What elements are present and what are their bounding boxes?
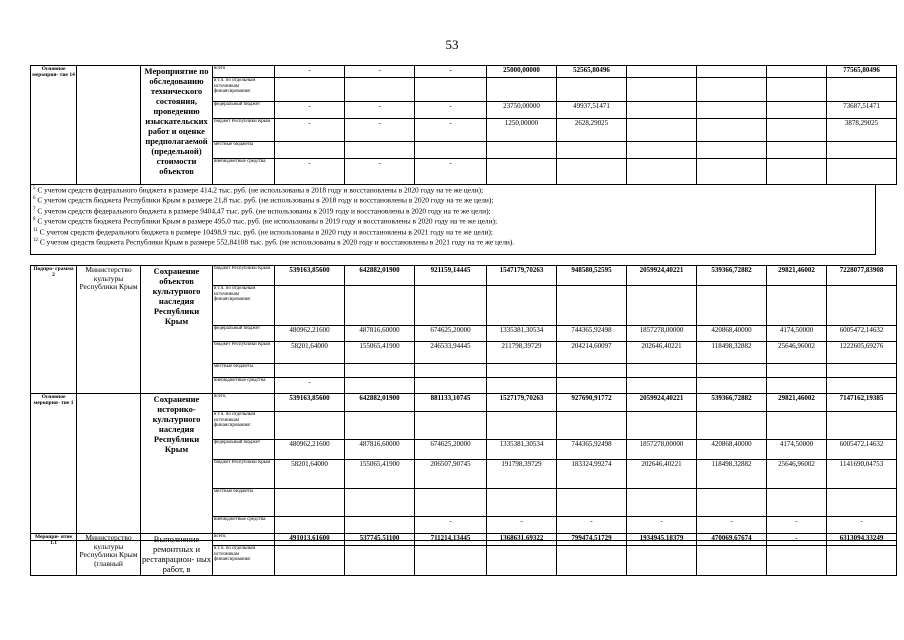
value-cell: -: [415, 159, 487, 185]
value-cell: 1547179,70263: [487, 266, 557, 286]
value-cell: [827, 364, 897, 378]
footnote-line: [33, 237, 873, 247]
value-cell: 881133,10745: [415, 394, 487, 412]
funding-source: в т.ч. по отдельным источникам финансирования:: [213, 286, 275, 326]
value-cell: 118498,32882: [697, 460, 767, 489]
value-cell: [827, 489, 897, 517]
footnote-line: [33, 185, 873, 195]
value-cell: 23750,00000: [487, 102, 557, 119]
value-cell: -: [827, 517, 897, 541]
value-cell: -: [627, 517, 697, 541]
value-cell: [697, 78, 767, 102]
value-cell: [415, 286, 487, 326]
value-cell: [275, 489, 345, 517]
value-cell: 29821,46002: [767, 394, 827, 412]
value-cell: -: [275, 119, 345, 142]
footnote-number: 6: [33, 196, 36, 202]
value-cell: [557, 489, 627, 517]
value-cell: 674625,20000: [415, 440, 487, 460]
footnote-number: 12: [33, 237, 38, 243]
value-cell: -: [345, 66, 415, 78]
value-cell: 539366,72882: [697, 394, 767, 412]
value-cell: 2059924,40221: [627, 394, 697, 412]
value-cell: 799474,51729: [557, 534, 627, 546]
value-cell: 537745,51100: [345, 534, 415, 546]
value-cell: -: [345, 159, 415, 185]
value-cell: [345, 489, 415, 517]
value-cell: [697, 102, 767, 119]
value-cell: [275, 412, 345, 440]
value-cell: [627, 66, 697, 78]
value-cell: [627, 102, 697, 119]
value-cell: [487, 378, 557, 394]
funding-source: бюджет Республики Крым: [213, 266, 275, 286]
value-cell: [767, 78, 827, 102]
value-cell: [557, 412, 627, 440]
value-cell: -: [415, 102, 487, 119]
value-cell: 711214,13445: [415, 534, 487, 546]
footnote-text: С учетом средств бюджета Республики Крым в размере 552,84108 тыс. руб. (не использованы в 2020 году и восстановлены в 2021 году на те же цели).: [38, 237, 515, 247]
value-cell: [767, 412, 827, 440]
value-cell: [275, 142, 345, 159]
value-cell: [345, 378, 415, 394]
value-cell: 183324,99274: [557, 460, 627, 489]
footnote-line: [33, 216, 873, 226]
footnote-text: С учетом средств бюджета Республики Крым в размере 21,8 тыс. руб. (не использованы в 2018 году и восстановлены в 2020 году на те же цели);: [35, 195, 494, 205]
value-cell: 420868,40000: [697, 440, 767, 460]
funding-source: внебюджетные средства: [213, 378, 275, 394]
value-cell: [345, 412, 415, 440]
value-cell: 674625,20000: [415, 326, 487, 342]
value-cell: 4174,50000: [767, 440, 827, 460]
funding-source: местные бюджеты: [213, 142, 275, 159]
value-cell: -: [345, 102, 415, 119]
value-cell: [557, 142, 627, 159]
value-cell: [827, 286, 897, 326]
value-cell: [627, 546, 697, 576]
footnote-number: 11: [33, 227, 38, 233]
value-cell: 246533,94445: [415, 342, 487, 364]
value-cell: [827, 142, 897, 159]
value-cell: 470069,67674: [697, 534, 767, 546]
value-cell: 1335381,30534: [487, 440, 557, 460]
value-cell: [697, 378, 767, 394]
row-code: Меропри- ятие 1.1: [31, 534, 77, 576]
value-cell: [345, 286, 415, 326]
footnote-text: С учетом средств бюджета Республики Крым в размере 495,0 тыс. руб. (не использованы в 2019 году и восстановлены в 2020 году на те же цели);: [35, 216, 498, 226]
value-cell: [697, 546, 767, 576]
value-cell: -: [767, 534, 827, 546]
table-block-4: [30, 533, 897, 576]
value-cell: 3878,29025: [827, 119, 897, 142]
value-cell: [767, 364, 827, 378]
funding-source: местные бюджеты: [213, 364, 275, 378]
value-cell: [627, 78, 697, 102]
value-cell: 6313094,33249: [827, 534, 897, 546]
value-cell: 539366,72882: [697, 266, 767, 286]
value-cell: 204214,60097: [557, 342, 627, 364]
value-cell: -: [345, 119, 415, 142]
responsible-executor: Министерство культуры Республики Крым: [77, 266, 141, 394]
value-cell: 73687,51471: [827, 102, 897, 119]
funding-source: всего: [213, 66, 275, 78]
value-cell: 2059924,40221: [627, 266, 697, 286]
value-cell: [767, 546, 827, 576]
funding-source: всего,: [213, 534, 275, 546]
value-cell: [827, 378, 897, 394]
value-cell: 77565,80496: [827, 66, 897, 78]
funding-source: местные бюджеты: [213, 489, 275, 517]
footnote-number: 5: [33, 186, 36, 191]
funding-source: федеральный бюджет: [213, 102, 275, 119]
value-cell: [697, 159, 767, 185]
value-cell: [827, 412, 897, 440]
footnote-text: С учетом средств федерального бюджета в размере 10498,9 тыс. руб. (не использованы в 2020 году и восстановлены в 2021 году на те же цели);: [37, 226, 493, 236]
value-cell: 118498,32882: [697, 342, 767, 364]
responsible-executor: [77, 66, 141, 185]
value-cell: 1368631,69322: [487, 534, 557, 546]
value-cell: 52565,80496: [557, 66, 627, 78]
value-cell: 202646,40221: [627, 342, 697, 364]
program-name: Сохранение историко- культурного наследия Республики Крым: [141, 394, 213, 541]
value-cell: [627, 378, 697, 394]
value-cell: 1934945,18379: [627, 534, 697, 546]
value-cell: [767, 159, 827, 185]
value-cell: [275, 546, 345, 576]
value-cell: [487, 546, 557, 576]
value-cell: [767, 142, 827, 159]
row-code: Основное мероприя- тие 14: [31, 66, 77, 185]
funding-source: бюджет Республики Крым: [213, 342, 275, 364]
value-cell: [627, 412, 697, 440]
value-cell: 25646,96002: [767, 460, 827, 489]
value-cell: -: [275, 102, 345, 119]
funding-source: внебюджетные средства: [213, 517, 275, 541]
value-cell: -: [415, 119, 487, 142]
value-cell: 25646,96002: [767, 342, 827, 364]
value-cell: [487, 159, 557, 185]
value-cell: [415, 412, 487, 440]
value-cell: 191798,39729: [487, 460, 557, 489]
table-row: [31, 66, 897, 78]
value-cell: 1222605,69276: [827, 342, 897, 364]
value-cell: -: [557, 517, 627, 541]
value-cell: [415, 78, 487, 102]
value-cell: 6005472,14632: [827, 440, 897, 460]
value-cell: [627, 286, 697, 326]
footnote-text: С учетом средств федерального бюджета в размере 9404,47 тыс. руб. (не использованы в 2019 году и восстановлены в 2020 году на те же цели);: [35, 206, 491, 216]
value-cell: 1857278,00000: [627, 326, 697, 342]
footnote-text: С учетом средств федерального бюджета в размере 414,2 тыс. руб. (не использованы в 2018 году и восстановлены в 2020 году на те же цели);: [35, 185, 484, 195]
value-cell: 744365,92498: [557, 440, 627, 460]
value-cell: [557, 364, 627, 378]
footnotes: [30, 184, 876, 255]
value-cell: [697, 142, 767, 159]
value-cell: 948580,52595: [557, 266, 627, 286]
value-cell: [627, 364, 697, 378]
value-cell: 7147162,19385: [827, 394, 897, 412]
value-cell: [345, 78, 415, 102]
value-cell: [827, 159, 897, 185]
value-cell: 1250,00000: [487, 119, 557, 142]
value-cell: 155065,41900: [345, 460, 415, 489]
value-cell: [627, 489, 697, 517]
funding-source: всего,: [213, 394, 275, 412]
value-cell: 927690,91772: [557, 394, 627, 412]
value-cell: [345, 142, 415, 159]
table-block-1: [30, 65, 897, 185]
funding-source: в т.ч. по отдельным источникам финансирования:: [213, 412, 275, 440]
value-cell: [345, 364, 415, 378]
footnote-line: [33, 227, 873, 237]
value-cell: 420868,40000: [697, 326, 767, 342]
value-cell: 2628,29025: [557, 119, 627, 142]
value-cell: [827, 78, 897, 102]
value-cell: -: [275, 66, 345, 78]
funding-source: в т.ч. по отдельным источникам финансирования:: [213, 78, 275, 102]
table-row: [31, 394, 897, 412]
value-cell: [487, 286, 557, 326]
value-cell: 7228077,83908: [827, 266, 897, 286]
value-cell: [697, 364, 767, 378]
value-cell: [275, 78, 345, 102]
value-cell: -: [767, 517, 827, 541]
funding-source: бюджет Республики Крым: [213, 460, 275, 489]
value-cell: 539163,85600: [275, 394, 345, 412]
value-cell: [627, 159, 697, 185]
value-cell: 29821,46002: [767, 266, 827, 286]
value-cell: [627, 142, 697, 159]
table-block-2: [30, 265, 897, 541]
value-cell: [487, 412, 557, 440]
value-cell: 1527179,70263: [487, 394, 557, 412]
value-cell: [275, 286, 345, 326]
value-cell: 25000,00000: [487, 66, 557, 78]
program-name: Сохранение объектов культурного наследия Республики Крым: [141, 266, 213, 394]
value-cell: [767, 489, 827, 517]
value-cell: 58201,64000: [275, 460, 345, 489]
value-cell: [415, 489, 487, 517]
value-cell: 1141690,04753: [827, 460, 897, 489]
program-name: Выполнение ремонтных и реставрацион- ных работ, в: [142, 534, 211, 574]
value-cell: [415, 364, 487, 378]
value-cell: 58201,64000: [275, 342, 345, 364]
value-cell: -: [487, 517, 557, 541]
value-cell: 921159,14445: [415, 266, 487, 286]
footnote-number: 8: [33, 217, 36, 223]
value-cell: [487, 364, 557, 378]
value-cell: [767, 378, 827, 394]
value-cell: -: [697, 517, 767, 541]
value-cell: -: [275, 159, 345, 185]
value-cell: [415, 142, 487, 159]
value-cell: 539163,85600: [275, 266, 345, 286]
value-cell: 4174,50000: [767, 326, 827, 342]
footnote-number: 7: [33, 206, 36, 212]
funding-source: федеральный бюджет: [213, 440, 275, 460]
value-cell: 487816,60000: [345, 326, 415, 342]
table-row: [31, 266, 897, 286]
value-cell: 6005472,14632: [827, 326, 897, 342]
value-cell: [697, 489, 767, 517]
value-cell: 1335381,30534: [487, 326, 557, 342]
value-cell: [487, 142, 557, 159]
value-cell: [827, 546, 897, 576]
value-cell: [557, 159, 627, 185]
value-cell: [345, 546, 415, 576]
value-cell: [767, 66, 827, 78]
value-cell: [487, 489, 557, 517]
value-cell: [557, 378, 627, 394]
value-cell: [415, 546, 487, 576]
value-cell: -: [275, 378, 345, 394]
value-cell: -: [415, 517, 487, 541]
funding-source: в т.ч. по отдельным источникам финансирования:: [213, 546, 275, 576]
value-cell: [557, 546, 627, 576]
value-cell: [275, 364, 345, 378]
value-cell: 487816,60000: [345, 440, 415, 460]
value-cell: 206507,90745: [415, 460, 487, 489]
row-code: Основное мероприя- тие 1: [31, 394, 77, 541]
value-cell: 642882,01900: [345, 394, 415, 412]
value-cell: 202646,40221: [627, 460, 697, 489]
value-cell: 211798,39729: [487, 342, 557, 364]
value-cell: [697, 286, 767, 326]
value-cell: [415, 378, 487, 394]
value-cell: 155065,41900: [345, 342, 415, 364]
value-cell: 744365,92498: [557, 326, 627, 342]
value-cell: -: [415, 66, 487, 78]
value-cell: [697, 66, 767, 78]
value-cell: 491013,61600: [275, 534, 345, 546]
value-cell: 1857278,00000: [627, 440, 697, 460]
program-name: Мероприятие по обследованию технического состояния, проведению изыскательских работ и оценке предполагаемой (предельной) стоимости объектов: [141, 66, 213, 185]
value-cell: [557, 286, 627, 326]
page-number: 53: [445, 37, 459, 52]
value-cell: [697, 412, 767, 440]
responsible-executor: [77, 394, 141, 541]
value-cell: [767, 119, 827, 142]
responsible-executor: Министерство культуры Республики Крым (главный: [77, 534, 141, 576]
value-cell: [627, 119, 697, 142]
value-cell: 480962,21600: [275, 440, 345, 460]
footnote-line: [33, 195, 873, 205]
footnote-line: [33, 206, 873, 216]
value-cell: [557, 78, 627, 102]
value-cell: [487, 78, 557, 102]
funding-source: бюджет Республики Крым: [213, 119, 275, 142]
value-cell: 480962,21600: [275, 326, 345, 342]
value-cell: [697, 119, 767, 142]
value-cell: 642882,01900: [345, 266, 415, 286]
value-cell: [767, 102, 827, 119]
value-cell: [767, 286, 827, 326]
funding-source: федеральный бюджет: [213, 326, 275, 342]
value-cell: 49937,51471: [557, 102, 627, 119]
row-code: Подпро- грамма 2: [31, 266, 77, 394]
funding-source: внебюджетные средства: [213, 159, 275, 185]
table-row: [31, 534, 897, 546]
